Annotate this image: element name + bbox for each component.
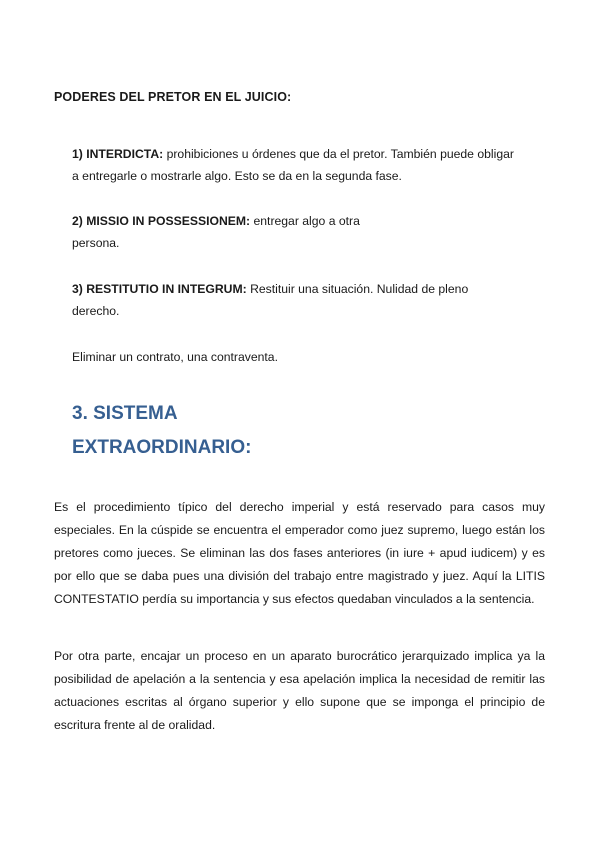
list-item-missio [72,210,390,254]
item-text: Restituir una situación. Nulidad de pleno derecho. [72,282,469,318]
section-title: PODERES DEL PRETOR EN EL JUICIO: [54,90,292,104]
item-text: entregar algo a otra persona. [72,214,360,250]
body-paragraph: Por otra parte, encajar un proceso en un aparato burocrático jerarquizado implica ya la posibilidad de apelación a la sentencia y esa apelación implica la necesidad de remitir las actuaciones escritas al órgano superior y ello supone que se imponga el principio de escritura frente al de oralidad. [54,649,545,732]
note-text: Eliminar un contrato, una contraventa. [72,350,278,364]
body-paragraph: Es el procedimiento típico del derecho imperial y está reservado para casos muy especiales. En la cúspide se encuentra el emperador como juez supremo, luego están los pretores como jueces. Se eliminan las dos fases anteriores (in iure + apud iudicem) y es por ello que se daba pues una división del trabajo entre magistrado y juez. Aquí la LITIS CONTESTATIO perdía su importancia y sus efectos quedaban vinculados a la sentencia. [54,500,545,606]
item-label: 3) RESTITUTIO IN INTEGRUM: [72,282,247,296]
section-heading: 3. SISTEMA EXTRAORDINARIO: [72,403,252,458]
item-label: 1) INTERDICTA: [72,147,164,161]
list-item-restitutio [72,278,512,322]
item-text: prohibiciones u órdenes que da el pretor. También puede obligar a entregarle o mostrarle algo. Esto se da en la segunda fase. [72,147,514,183]
item-label: 2) MISSIO IN POSSESSIONEM: [72,214,251,228]
list-item-interdicta [72,143,522,187]
